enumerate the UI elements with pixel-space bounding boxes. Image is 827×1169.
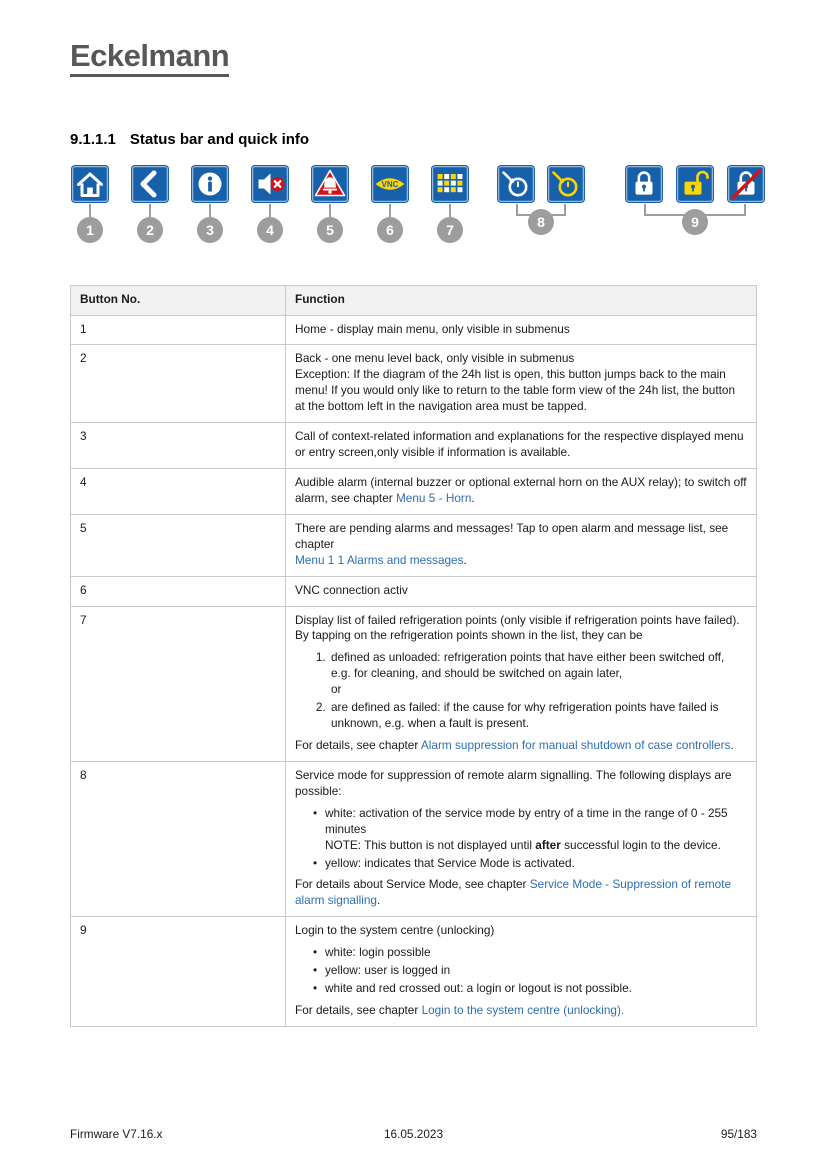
lock-open-yellow-icon bbox=[675, 164, 715, 204]
connector-line bbox=[269, 204, 271, 217]
icon-number-badge: 9 bbox=[682, 209, 708, 235]
vnc-icon bbox=[370, 164, 410, 204]
icon-number-badge: 1 bbox=[77, 217, 103, 243]
table-row bbox=[71, 917, 757, 1027]
text-segment: white: login possible bbox=[325, 945, 431, 960]
text-segment: . bbox=[463, 552, 467, 567]
function-cell bbox=[286, 423, 757, 469]
function-cell bbox=[286, 514, 757, 576]
function-text: Login to the system centre (unlocking) bbox=[295, 923, 495, 938]
vnc-label: VNC bbox=[381, 179, 399, 189]
function-text: VNC connection activ bbox=[295, 582, 408, 597]
back-icon bbox=[130, 164, 170, 204]
eckelmann-logo: Eckelmann bbox=[70, 40, 229, 77]
icon-number-badge: 8 bbox=[528, 209, 554, 235]
refrigeration-points-icon bbox=[430, 164, 470, 204]
page-title: Status bar and quick info bbox=[129, 130, 310, 148]
link-service-mode[interactable]: Service Mode - Suppression of remote alarm signalling bbox=[295, 877, 732, 908]
function-cell bbox=[286, 761, 757, 916]
function-text: Call of context-related information and explanations for the respective displayed menu or entry screen,only visible if information is available. bbox=[295, 429, 744, 460]
connector-line bbox=[389, 204, 391, 217]
service-mode-white-icon bbox=[496, 164, 536, 204]
info-icon bbox=[190, 164, 230, 204]
function-text: By tapping on the refrigeration points shown in the list, they can be bbox=[295, 628, 643, 643]
link-menu-5-horn[interactable]: Menu 5 - Horn bbox=[395, 490, 472, 505]
icon-block-home bbox=[70, 164, 110, 243]
status-bar-icons bbox=[70, 164, 757, 243]
button-no-cell bbox=[71, 468, 286, 514]
list-item bbox=[329, 650, 747, 698]
function-text bbox=[295, 475, 747, 507]
link-login-system-centre[interactable]: Login to the system centre (unlocking). bbox=[421, 1002, 625, 1017]
function-cell bbox=[286, 315, 757, 345]
text-segment: For details, see chapter bbox=[295, 737, 421, 752]
button-no-cell bbox=[71, 576, 286, 606]
text-segment: There are pending alarms and messages! Tap to open alarm and message list, see chapter bbox=[295, 520, 729, 551]
alarm-icon bbox=[310, 164, 350, 204]
header bbox=[70, 40, 757, 77]
table-row bbox=[71, 606, 757, 761]
button-no: 6 bbox=[80, 582, 87, 597]
footer-firmware: Firmware V7.16.x bbox=[70, 1127, 163, 1141]
button-no-cell bbox=[71, 606, 286, 761]
text-segment: are defined as failed: if the cause for why refrigeration points have failed is unknown, e.g. when a fault is present. bbox=[331, 700, 719, 731]
lock-crossed-icon bbox=[726, 164, 766, 204]
home-icon bbox=[70, 164, 110, 204]
button-function-table bbox=[70, 285, 757, 1027]
section-number: 9.1.1.1 bbox=[70, 130, 116, 148]
button-no-cell bbox=[71, 761, 286, 916]
link-alarm-suppression[interactable]: Alarm suppression for manual shutdown of case controllers bbox=[420, 737, 731, 752]
function-cell bbox=[286, 917, 757, 1027]
col-header-function: Function bbox=[286, 285, 757, 315]
function-text bbox=[295, 738, 747, 754]
text-segment: yellow: indicates that Service Mode is activated. bbox=[325, 855, 575, 870]
table-row bbox=[71, 315, 757, 345]
button-no: 1 bbox=[80, 321, 87, 336]
function-cell bbox=[286, 576, 757, 606]
icon-block-refrigeration-points bbox=[430, 164, 470, 243]
connector-line bbox=[209, 204, 211, 217]
button-no: 4 bbox=[80, 474, 87, 489]
text-segment: . bbox=[471, 490, 475, 505]
list-item bbox=[325, 963, 747, 979]
function-cell bbox=[286, 606, 757, 761]
col-header-button-no: Button No. bbox=[71, 285, 286, 315]
text-segment: successful login to the device. bbox=[560, 837, 721, 852]
table-row bbox=[71, 576, 757, 606]
icon-number-badge: 6 bbox=[377, 217, 403, 243]
button-no-cell bbox=[71, 423, 286, 469]
button-no: 7 bbox=[80, 612, 87, 627]
button-no: 3 bbox=[80, 429, 87, 444]
function-cell bbox=[286, 345, 757, 423]
button-no: 8 bbox=[80, 767, 87, 782]
table-header-row bbox=[71, 285, 757, 315]
list-item bbox=[325, 981, 747, 997]
text-segment: For details about Service Mode, see chapter bbox=[295, 877, 530, 892]
text-segment: . bbox=[376, 893, 381, 908]
function-text: Service mode for suppression of remote alarm signalling. The following displays are possible: bbox=[295, 767, 732, 798]
button-no-cell bbox=[71, 345, 286, 423]
function-text bbox=[295, 877, 747, 909]
table-row bbox=[71, 423, 757, 469]
connector-line bbox=[149, 204, 151, 217]
function-text bbox=[295, 1003, 747, 1019]
table-row bbox=[71, 345, 757, 423]
text-segment-bold: after bbox=[535, 837, 561, 852]
text-segment: . bbox=[730, 737, 734, 752]
bullet-list bbox=[295, 945, 747, 997]
icon-number-badge: 4 bbox=[257, 217, 283, 243]
button-no: 2 bbox=[80, 351, 87, 366]
button-no: 9 bbox=[80, 923, 87, 938]
numbered-list bbox=[295, 650, 747, 732]
icon-block-horn bbox=[250, 164, 290, 243]
page-footer bbox=[70, 1127, 757, 1141]
table-row bbox=[71, 514, 757, 576]
icon-number-badge: 2 bbox=[137, 217, 163, 243]
table-row bbox=[71, 761, 757, 916]
button-no: 5 bbox=[80, 520, 87, 535]
text-segment: Audible alarm (internal buzzer or optional external horn on the AUX relay); to switch off alarm, see chapter bbox=[295, 474, 747, 505]
text-segment: white: activation of the service mode by entry of a time in the range of 0 - 255 minutes bbox=[325, 805, 728, 836]
table-row bbox=[71, 468, 757, 514]
icon-group-service-mode bbox=[496, 164, 586, 235]
icon-block-vnc bbox=[370, 164, 410, 243]
icon-block-alarm bbox=[310, 164, 350, 243]
lock-closed-icon bbox=[624, 164, 664, 204]
connector-line bbox=[449, 204, 451, 217]
connector-line bbox=[329, 204, 331, 217]
icon-number-badge: 7 bbox=[437, 217, 463, 243]
icon-block-back bbox=[130, 164, 170, 243]
icon-number-badge: 5 bbox=[317, 217, 343, 243]
function-text bbox=[295, 521, 747, 569]
bullet-list bbox=[295, 806, 747, 872]
text-segment: For details, see chapter bbox=[295, 1002, 422, 1017]
section-heading bbox=[70, 131, 757, 148]
service-mode-yellow-icon bbox=[546, 164, 586, 204]
function-text: Back - one menu level back, only visible in submenus bbox=[295, 351, 575, 366]
list-item bbox=[325, 945, 747, 961]
footer-date: 16.05.2023 bbox=[383, 1127, 444, 1141]
connector-line bbox=[89, 204, 91, 217]
text-segment: yellow: user is logged in bbox=[325, 963, 451, 978]
function-text: Display list of failed refrigeration points (only visible if refrigeration points have failed). bbox=[295, 612, 740, 627]
list-item bbox=[325, 806, 747, 854]
link-menu-1-1-alarms[interactable]: Menu 1 1 Alarms and messages bbox=[295, 552, 464, 567]
button-no-cell bbox=[71, 514, 286, 576]
horn-mute-icon bbox=[250, 164, 290, 204]
text-segment: or bbox=[331, 682, 342, 697]
function-text: Exception: If the diagram of the 24h list is open, this button jumps back to the main menu! If you would only like to return to the table form view of the 24h list, the button at the bottom left in the navigation area must be tapped. bbox=[295, 367, 736, 414]
text-segment: NOTE: This button is not displayed until bbox=[325, 837, 536, 852]
icon-block-info bbox=[190, 164, 230, 243]
note-line bbox=[325, 838, 747, 854]
button-no-cell bbox=[71, 315, 286, 345]
text-segment: defined as unloaded: refrigeration points that have either been switched off, e.g. for cleaning, and should be switched on again later, bbox=[331, 650, 725, 681]
list-item bbox=[329, 700, 747, 732]
list-item bbox=[325, 856, 747, 872]
icon-group-login bbox=[624, 164, 766, 235]
icon-number-badge: 3 bbox=[197, 217, 223, 243]
function-cell bbox=[286, 468, 757, 514]
button-no-cell bbox=[71, 917, 286, 1027]
text-segment: white and red crossed out: a login or logout is not possible. bbox=[325, 981, 632, 996]
function-text: Home - display main menu, only visible in submenus bbox=[295, 321, 570, 336]
footer-page-number: 95/183 bbox=[720, 1127, 757, 1141]
